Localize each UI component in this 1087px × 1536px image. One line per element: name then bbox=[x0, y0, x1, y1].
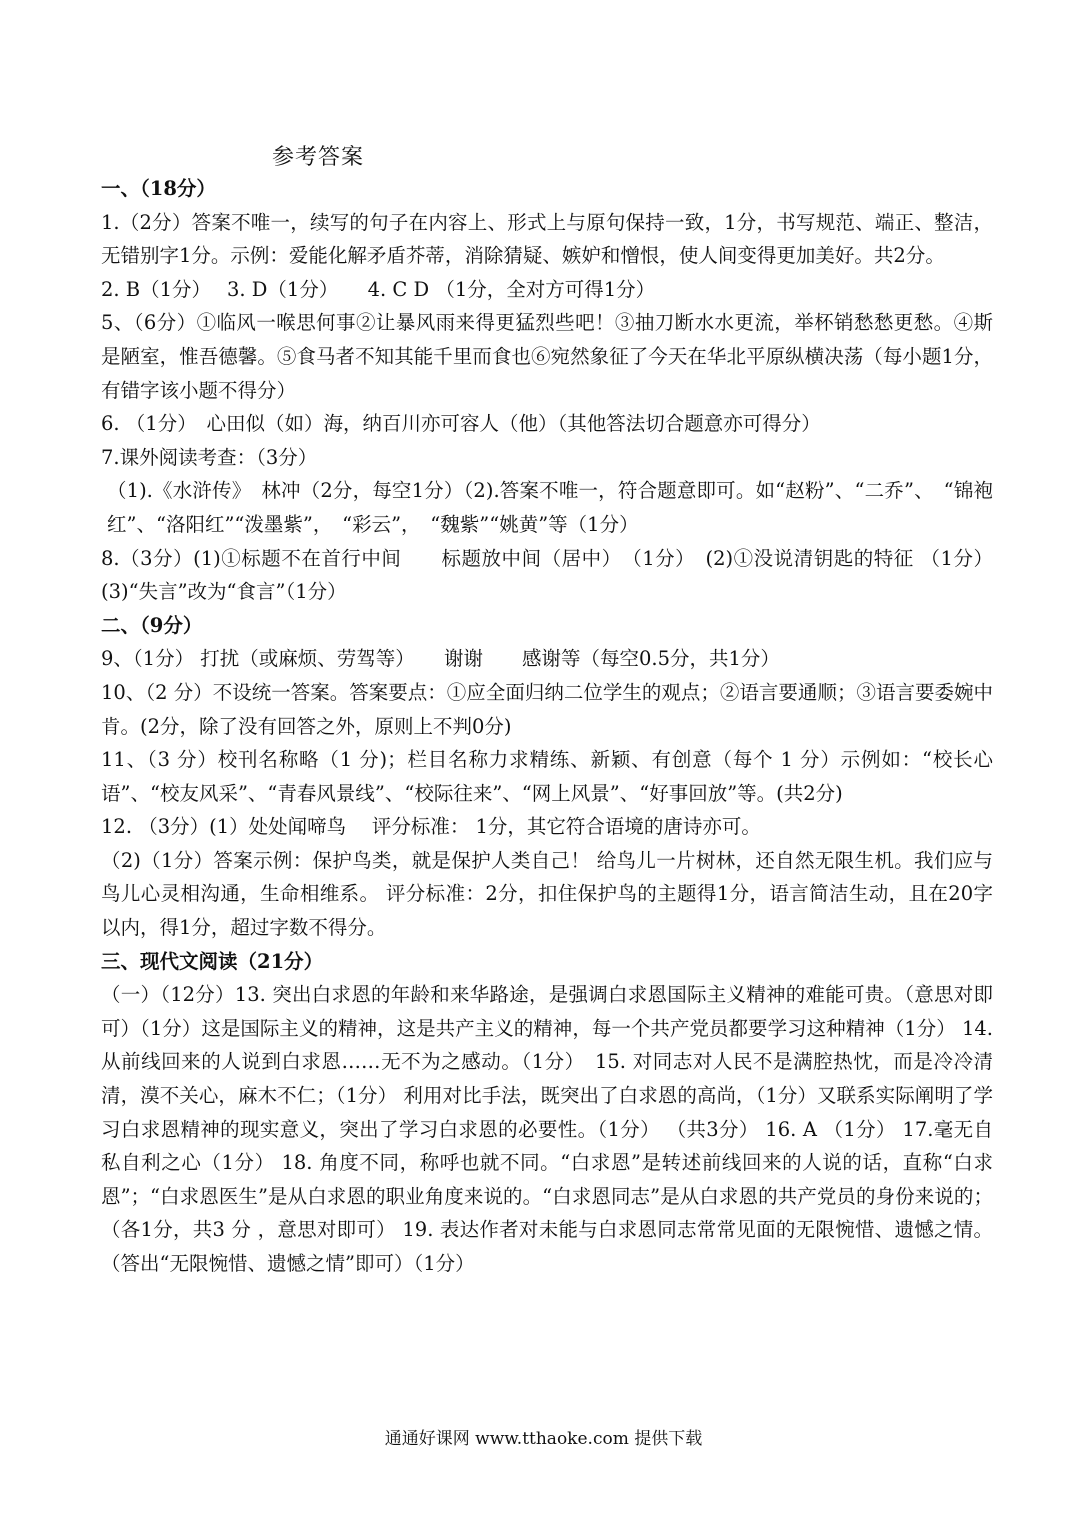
answer-paragraph: 12. （3分）(1）处处闻啼鸟 评分标准： 1分，其它符合语境的唐诗亦可。 bbox=[101, 815, 761, 839]
section-heading: 一、（18分） bbox=[101, 177, 216, 200]
answer-paragraph: 5、（6分）①临风一喉思何事②让暴风雨来得更猛烈些吧！③抽刀断水水更流，举杯销愁愁更愁。④斯是陋室，惟吾德馨。⑤食马者不知其能千里而食也⑥宛然象征了今天在华北平原纵横决荡（每小题1分，有错字该小题不得分） bbox=[101, 311, 993, 402]
page-title: 参考答案 bbox=[272, 145, 365, 170]
answer-paragraph: 10、（2 分）不设统一答案。答案要点：①应全面归纳二位学生的观点；②语言要通顺；③语言要委婉中肯。(2分，除了没有回答之外，原则上不判0分) bbox=[101, 680, 993, 738]
section-heading: 二、（9分） bbox=[101, 613, 203, 637]
page-footer: 通通好课网 www.tthaoke.com 提供下载 bbox=[384, 1429, 703, 1449]
answer-paragraph: 11、（3 分）校刊名称略（1 分)；栏目名称力求精练、新颖、有创意（每个 1 分）示例如：“校长心语”、“校友风采”、“青春风景线”、“校际往来”、“网上风景”、“好事回放”等。(共2分) bbox=[101, 748, 993, 805]
answer-paragraph: （1).《水浒传》 林冲（2分，每空1分）（2).答案不唯一，符合题意即可。如“赵粉”、“二乔”、 “锦袍红”、“洛阳红”“泼墨紫”， “彩云”， “魏紫”“姚黄”等（1分） bbox=[107, 479, 993, 536]
answer-paragraph: 1.（2分）答案不唯一，续写的句子在内容上、形式上与原句保持一致，1分，书写规范、端正、整洁，无错别字1分。示例：爱能化解矛盾芥蒂，消除猜疑、嫉妒和憎恨，使人间变得更加美好。共2分。 bbox=[101, 210, 993, 268]
answer-content bbox=[101, 172, 993, 1281]
answer-paragraph: 9、（1分） 打扰（或麻烦、劳驾等） 谢谢 感谢等（每空0.5分，共1分） bbox=[101, 647, 780, 671]
answer-paragraph: 8.（3分）(1)①标题不在首行中间 标题放中间（居中） （1分） (2)①没说清钥匙的特征 （1分） (3)“失言”改为“食言”（1分） bbox=[101, 546, 993, 604]
answer-paragraph: 7.课外阅读考查：（3分） bbox=[101, 445, 318, 469]
answer-paragraph: 2. B（1分） 3. D（1分） 4. C D （1分，全对方可得1分） bbox=[101, 277, 656, 301]
answer-paragraph: （一）（12分）13. 突出白求恩的年龄和来华路途，是强调白求恩国际主义精神的难能可贵。（意思对即可）（1分）这是国际主义的精神，这是共产主义的精神，每一个共产党员都要学习这种精神（1分） 14. 从前线回来的人说到白求恩……无不为之感动。（1分） 15. 对同志对人民不是满腔热忱，而是冷冷清清，漠不关心，麻木不仁；（1分） 利用对比手法，既突出了白求恩的高尚，（1分）又联系实际阐明了学习白求恩精神的现实意义，突出了学习白求恩的必要性。（1分） （共3分） 16. A （1分） 17.毫无自私自利之心（1分） 18. 角度不同，称呼也就不同。“白求恩”是转述前线回来的人说的话，直称“白求恩”；“白求恩医生”是从白求恩的职业角度来说的。“白求恩同志”是从白求恩的共产党员的身份来说的；（各1分，共3 分 ，意思对即可） 19. 表达作者对未能与白求恩同志常常见面的无限惋惜、遗憾之情。（答出“无限惋惜、遗憾之情”即可）（1分） bbox=[101, 983, 993, 1275]
answer-paragraph: 6. （1分） 心田似（如）海，纳百川亦可容人（他）（其他答法切合题意亦可得分） bbox=[101, 412, 821, 436]
section-heading: 三、现代文阅读（21分） bbox=[101, 949, 324, 973]
answer-paragraph: （2)（1分）答案示例：保护鸟类，就是保护人类自己！ 给鸟儿一片树林，还自然无限生机。我们应与鸟儿心灵相沟通，生命相维系。 评分标准：2分，扣住保护鸟的主题得1分，语言简洁生动，且在20字以内，得1分，超过字数不得分。 bbox=[101, 848, 993, 940]
